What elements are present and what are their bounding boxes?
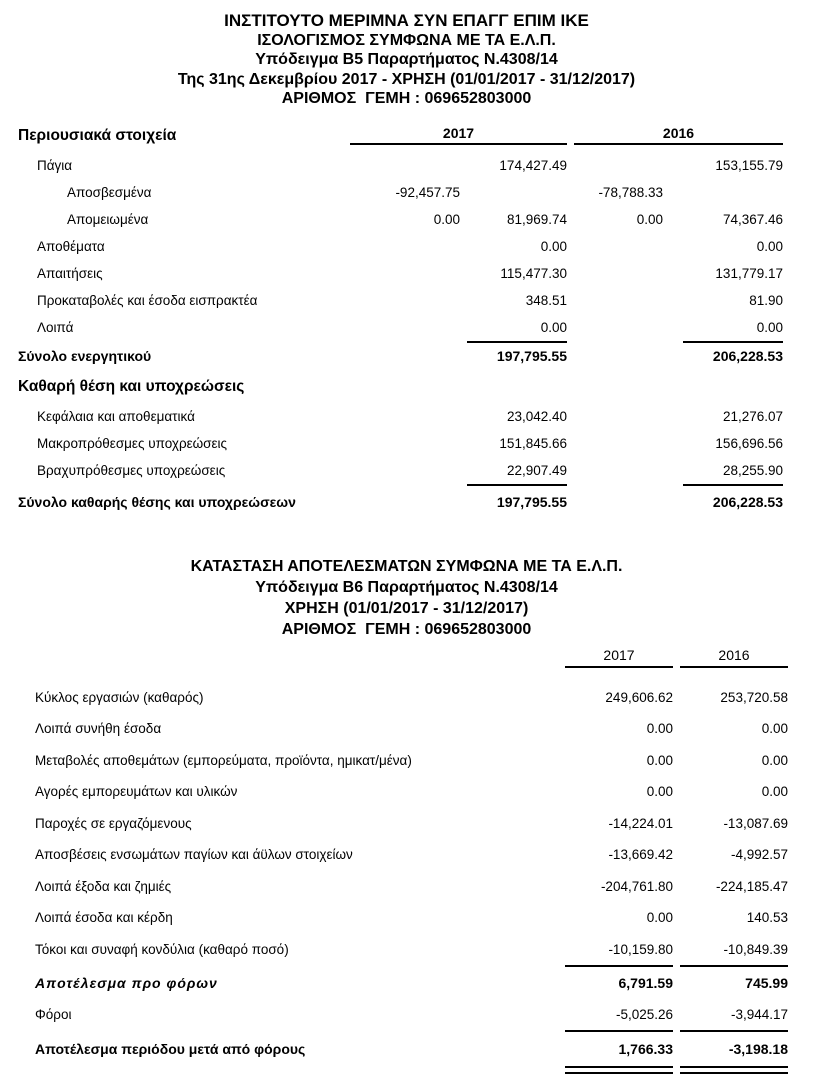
rule-line (565, 965, 673, 967)
assets-section-label: Περιουσιακά στοιχεία (18, 126, 177, 144)
table-row (18, 260, 813, 287)
row-label: Αποσβέσεις ενσωμάτων παγίων και άϋλων στοιχείων (35, 847, 353, 863)
value-2016: -13,087.69 (723, 815, 788, 831)
table-row (35, 871, 813, 903)
year-column-2017: 2017 (565, 647, 673, 668)
assets-rows (0, 152, 813, 341)
year-column-2016: 2016 (574, 125, 783, 145)
gemi-number: ΑΡΙΘΜΟΣ ΓΕΜΗ : 069652803000 (281, 620, 532, 638)
total-value-2017: 197,795.55 (496, 494, 567, 510)
total-value-2016: 206,228.53 (712, 494, 783, 510)
row-label: Αποσβεσμένα (67, 184, 152, 200)
value-2016: 253,720.58 (720, 689, 788, 705)
row-label: Λοιπά συνήθη έσοδα (35, 721, 162, 737)
double-rule-line (565, 1066, 673, 1074)
rule-line (683, 341, 783, 343)
table-row (35, 713, 813, 745)
total-value-2017: 1,766.33 (618, 1040, 673, 1057)
year-column-2016: 2016 (680, 647, 788, 668)
value-2017: 0.00 (646, 910, 673, 926)
value-2017: -14,224.01 (608, 815, 673, 831)
value-2017-inner: 0.00 (433, 211, 460, 227)
table-row (35, 808, 813, 840)
balance-sheet-header (0, 11, 813, 109)
period-line: ΧΡΗΣΗ (01/01/2017 - 31/12/2017) (284, 599, 529, 617)
value-2017: 0.00 (540, 319, 567, 335)
value-2016-inner: 0.00 (636, 211, 663, 227)
table-row (18, 206, 813, 233)
total-label: Σύνολο καθαρής θέσης και υποχρεώσεων (18, 494, 296, 510)
gemi-number: ΑΡΙΘΜΟΣ ΓΕΜΗ : 069652803000 (281, 90, 532, 107)
company-name: ΙΝΣΤΙΤΟΥΤΟ ΜΕΡΙΜΝΑ ΣΥΝ ΕΠΑΓΓ ΕΠΙΜ ΙΚΕ (224, 11, 589, 30)
value-2016: -4,992.57 (730, 847, 788, 863)
table-row (35, 682, 813, 714)
row-label: Παροχές σε εργαζόμενους (35, 815, 192, 831)
equity-rows (0, 403, 813, 484)
table-row (35, 839, 813, 871)
total-value-2017: 197,795.55 (496, 348, 567, 364)
row-label: Φόροι (35, 1006, 72, 1022)
total-label: Αποτέλεσμα περιόδου μετά από φόρους (35, 1040, 306, 1057)
template-reference: Υπόδειγμα Β6 Παραρτήματος Ν.4308/14 (255, 578, 558, 596)
value-2016: -10,849.39 (723, 941, 788, 957)
value-2017: 0.00 (646, 752, 673, 768)
total-value-2016: -3,198.18 (728, 1040, 788, 1057)
value-2017: 0.00 (646, 721, 673, 737)
total-value-2017: 6,791.59 (618, 974, 673, 991)
equity-section-label: Καθαρή θέση και υποχρεώσεις (18, 377, 245, 395)
sum-rule (18, 484, 813, 486)
taxes-row (35, 999, 813, 1031)
table-row (18, 179, 813, 206)
rule-line (680, 965, 788, 967)
value-2016: 0.00 (761, 752, 788, 768)
row-label: Αποθέματα (37, 238, 105, 254)
year-column-2017: 2017 (350, 125, 567, 145)
row-label: Λοιπά έξοδα και ζημιές (35, 878, 172, 894)
income-statement-rows (0, 682, 813, 966)
value-2016: 74,367.46 (722, 211, 783, 227)
row-label: Προκαταβολές και έσοδα εισπρακτέα (37, 292, 258, 308)
value-2017: 115,477.30 (500, 265, 567, 281)
table-row (18, 233, 813, 260)
table-row (35, 934, 813, 966)
value-2016: 0.00 (761, 784, 788, 800)
row-label: Κύκλος εργασιών (καθαρός) (35, 689, 204, 705)
value-2017: -204,761.80 (600, 878, 673, 894)
statement-title: ΚΑΤΑΣΤΑΣΗ ΑΠΟΤΕΛΕΣΜΑΤΩΝ ΣΥΜΦΩΝΑ ΜΕ ΤΑ Ε.Λ.Π. (190, 557, 623, 575)
table-row (18, 430, 813, 457)
value-2017: 0.00 (646, 784, 673, 800)
value-2016: 81.90 (749, 292, 783, 308)
total-label: Σύνολο ενεργητικού (18, 348, 152, 364)
value-2017: 249,606.62 (605, 689, 673, 705)
equity-total-row (18, 489, 813, 516)
statement-title: ΙΣΟΛΟΓΙΣΜΟΣ ΣΥΜΦΩΝΑ ΜΕ ΤΑ Ε.Λ.Π. (257, 31, 556, 49)
value-2016: -224,185.47 (715, 878, 788, 894)
value-2017: 174,427.49 (499, 157, 567, 173)
value-2016: 0.00 (756, 319, 783, 335)
value-2017: -5,025.26 (615, 1006, 673, 1022)
period-line: Της 31ης Δεκεμβρίου 2017 - ΧΡΗΣΗ (01/01/2017 - 31/12/2017) (177, 70, 636, 88)
value-2017: -10,159.80 (608, 941, 673, 957)
value-2017: 348.51 (525, 292, 567, 308)
value-2017-inner: -92,457.75 (395, 184, 460, 200)
after-tax-result-row (35, 1032, 813, 1065)
value-2016: 153,155.79 (715, 157, 783, 173)
row-label: Απομειωμένα (67, 211, 149, 227)
value-2016-inner: -78,788.33 (598, 184, 663, 200)
row-label: Βραχυπρόθεσμες υποχρεώσεις (37, 462, 226, 478)
row-label: Μακροπρόθεσμες υποχρεώσεις (37, 435, 228, 451)
value-2017: 151,845.66 (499, 435, 567, 451)
row-label: Λοιπά (37, 319, 74, 335)
double-rule-line (680, 1066, 788, 1074)
table-row (35, 902, 813, 934)
value-2016: 0.00 (756, 238, 783, 254)
table-row (35, 776, 813, 808)
table-row (18, 403, 813, 430)
assets-total-row (18, 343, 813, 370)
value-2017: 81,969.74 (506, 211, 567, 227)
row-label: Πάγια (37, 157, 73, 173)
value-2016: -3,944.17 (730, 1006, 788, 1022)
row-label: Λοιπά έσοδα και κέρδη (35, 910, 173, 926)
row-label: Μεταβολές αποθεμάτων (εμπορεύματα, προϊόντα, ημικατ/μένα) (35, 752, 412, 768)
value-2017: -13,669.42 (608, 847, 673, 863)
pre-tax-result-row (35, 967, 813, 999)
value-2016: 131,779.17 (715, 265, 783, 281)
rule-line (467, 484, 567, 486)
table-row (18, 152, 813, 179)
rule-line (467, 341, 567, 343)
income-statement-header (0, 556, 813, 640)
table-row (18, 287, 813, 314)
value-2017: 23,042.40 (506, 408, 567, 424)
row-label: Απαιτήσεις (37, 265, 103, 281)
total-value-2016: 745.99 (745, 974, 788, 991)
income-statement-column-header (35, 646, 813, 668)
rule-line (680, 1030, 788, 1032)
rule-line (683, 484, 783, 486)
value-2016: 28,255.90 (722, 462, 783, 478)
value-2017: 22,907.49 (506, 462, 567, 478)
row-label: Κεφάλαια και αποθεματικά (37, 408, 195, 424)
template-reference: Υπόδειγμα Β5 Παραρτήματος Ν.4308/14 (255, 51, 558, 68)
row-label: Τόκοι και συναφή κονδύλια (καθαρό ποσό) (35, 941, 289, 957)
value-2016: 140.53 (746, 910, 788, 926)
value-2016: 21,276.07 (722, 408, 783, 424)
row-label: Αγορές εμπορευμάτων και υλικών (35, 784, 238, 800)
table-row (18, 457, 813, 484)
rule-line (565, 1030, 673, 1032)
balance-sheet-column-header (18, 123, 813, 145)
value-2016: 0.00 (761, 721, 788, 737)
value-2017: 0.00 (540, 238, 567, 254)
total-value-2016: 206,228.53 (712, 348, 783, 364)
double-rule (35, 1066, 813, 1074)
total-label: Αποτέλεσμα προ φόρων (35, 974, 218, 991)
value-2016: 156,696.56 (715, 435, 783, 451)
table-row (35, 745, 813, 777)
table-row (18, 314, 813, 341)
